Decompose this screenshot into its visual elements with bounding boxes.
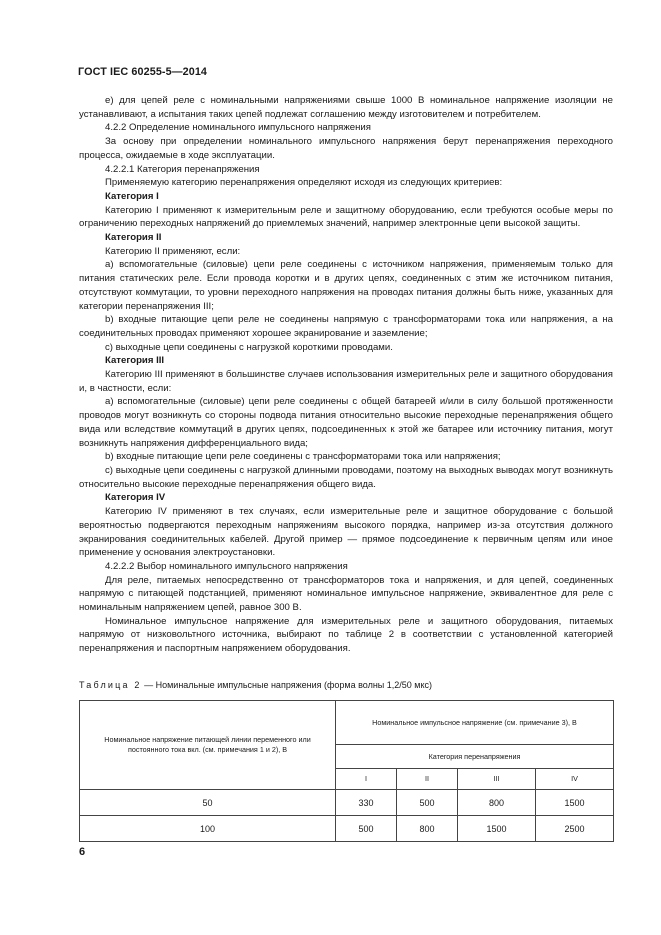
list-item: b) входные питающие цепи реле не соединены напрямую с трансформаторами тока или напряжения, а на соединительных проводах применяют хорошее экранирование и заземление;: [79, 314, 613, 339]
category-heading: Категория I: [105, 190, 159, 202]
table-header-category-iii: III: [458, 769, 536, 790]
paragraph: Для реле, питаемых непосредственно от трансформаторов тока и напряжения, и для цепей, соединенных напрямую с питающей подстанцией, применяют номинальное импульсное напряжение, эквивалентное для реле с номинальным напряжением цепей, равное 300 В.: [79, 574, 613, 614]
category-heading: Категория III: [105, 355, 165, 367]
impulse-voltage-table: [79, 700, 614, 842]
list-item: с) выходные цепи соединены с нагрузкой длинными проводами, поэтому на выходных выводах могут возникнуть относительно высокие переходные перенапряжения общего вида.: [79, 464, 613, 490]
table-cell: 1500: [458, 816, 536, 842]
section-heading: 4.2.2.2 Выбор номинального импульсного напряжения: [105, 560, 348, 572]
paragraph: За основу при определении номинального импульсного напряжения берут перенапряжения переходного процесса, ожидаемые в ходе эксплуатации.: [79, 136, 613, 161]
table-header-supply-voltage: Номинальное напряжение питающей линии переменного или постоянного тока вкл. (см. примечания 1 и 2), В: [80, 701, 336, 790]
table-cell: 1500: [535, 790, 613, 816]
page-number: 6: [79, 846, 86, 858]
table-row: [80, 790, 614, 816]
table-caption-label: Таблица 2: [79, 680, 142, 690]
list-item: с) выходные цепи соединены с нагрузкой короткими проводами.: [105, 341, 393, 353]
table-cell-voltage: 100: [80, 816, 336, 842]
paragraph: Категорию I применяют к измерительным реле и защитному оборудованию, если требуются особые меры по ограничению переходных напряжений до приемлемых значений, например электронные цепи высокой защиты.: [79, 204, 613, 230]
paragraph: Применяемую категорию перенапряжения определяют исходя из следующих критериев:: [105, 177, 503, 189]
paragraph: Категорию II применяют, если:: [105, 245, 241, 257]
table-cell: 500: [397, 790, 458, 816]
list-item: b) входные питающие цепи реле соединены с трансформаторами тока или напряжения;: [105, 451, 501, 463]
table-cell: 800: [397, 816, 458, 842]
paragraph: Категорию IV применяют в тех случаях, если измерительные реле и защитное оборудование с большой вероятностью подвергаются переходным напряжениям высокого порядка, например из-за отсутствия должного экранирования соединительных кабелей. Другой пример — прямое подсоединение к первичным цепям или иное применение у основания электроустановки.: [79, 506, 613, 559]
document-header: ГОСТ IEC 60255-5—2014: [78, 66, 208, 78]
table-cell: 2500: [535, 816, 613, 842]
table-header-category-iv: IV: [535, 769, 613, 790]
table-caption: [79, 679, 613, 691]
table-cell: 500: [336, 816, 397, 842]
paragraph: Номинальное импульсное напряжение для измерительных реле и защитного оборудования, питаемых напрямую от низковольтного источника, выбирают по таблице 2 в соответствии с установленной категорией перенапряжения и паспортным напряжением оборудования.: [79, 615, 613, 655]
paragraph: Категорию III применяют в большинстве случаев использования измерительных реле и защитного оборудования и, в частности, если:: [79, 369, 613, 394]
list-item: а) вспомогательные (силовые) цепи реле соединены с источником напряжения, применяемым только для питания статических реле. Если провода коротки и в других цепях, соединенных с этим же источником питания, отсутствуют коммутации, то уровни переходного напряжения на проводах питания должны быть ниже, указанных для категории перенапряжения III;: [79, 259, 613, 312]
table-caption-text: — Номинальные импульсные напряжения (форма волны 1,2/50 мкс): [141, 680, 433, 690]
table-cell-voltage: 50: [80, 790, 336, 816]
section-heading: 4.2.2 Определение номинального импульсного напряжения: [105, 122, 371, 134]
table-header-category: Категория перенапряжения: [336, 745, 614, 769]
table-header-impulse-voltage: Номинальное импульсное напряжение (см. примечание 3), В: [336, 701, 614, 745]
table-cell: 330: [336, 790, 397, 816]
table-cell: 800: [458, 790, 536, 816]
document-body: [79, 94, 613, 656]
section-heading: 4.2.2.1 Категория перенапряжения: [105, 163, 260, 175]
category-heading: Категория II: [105, 232, 162, 244]
table-header-category-ii: II: [397, 769, 458, 790]
list-item: а) вспомогательные (силовые) цепи реле соединены с общей батареей и/или в силу большой протяженности проводов могут возникнуть со стороны подвода питания относительно высокие переходные перенапряжения общего вида или вследствие коммутаций в других цепях, подсоединенных к этой же батарее или источнику питания, могут возникнуть напряжения дифференциального вида;: [79, 396, 613, 449]
paragraph: е) для цепей реле с номинальными напряжениями свыше 1000 В номинальное напряжение изоляции не устанавливают, а испытания таких цепей подлежат соглашению между изготовителем и потребителем.: [79, 95, 613, 120]
table-header-category-i: I: [336, 769, 397, 790]
table-row: [80, 816, 614, 842]
category-heading: Категория IV: [105, 492, 166, 504]
